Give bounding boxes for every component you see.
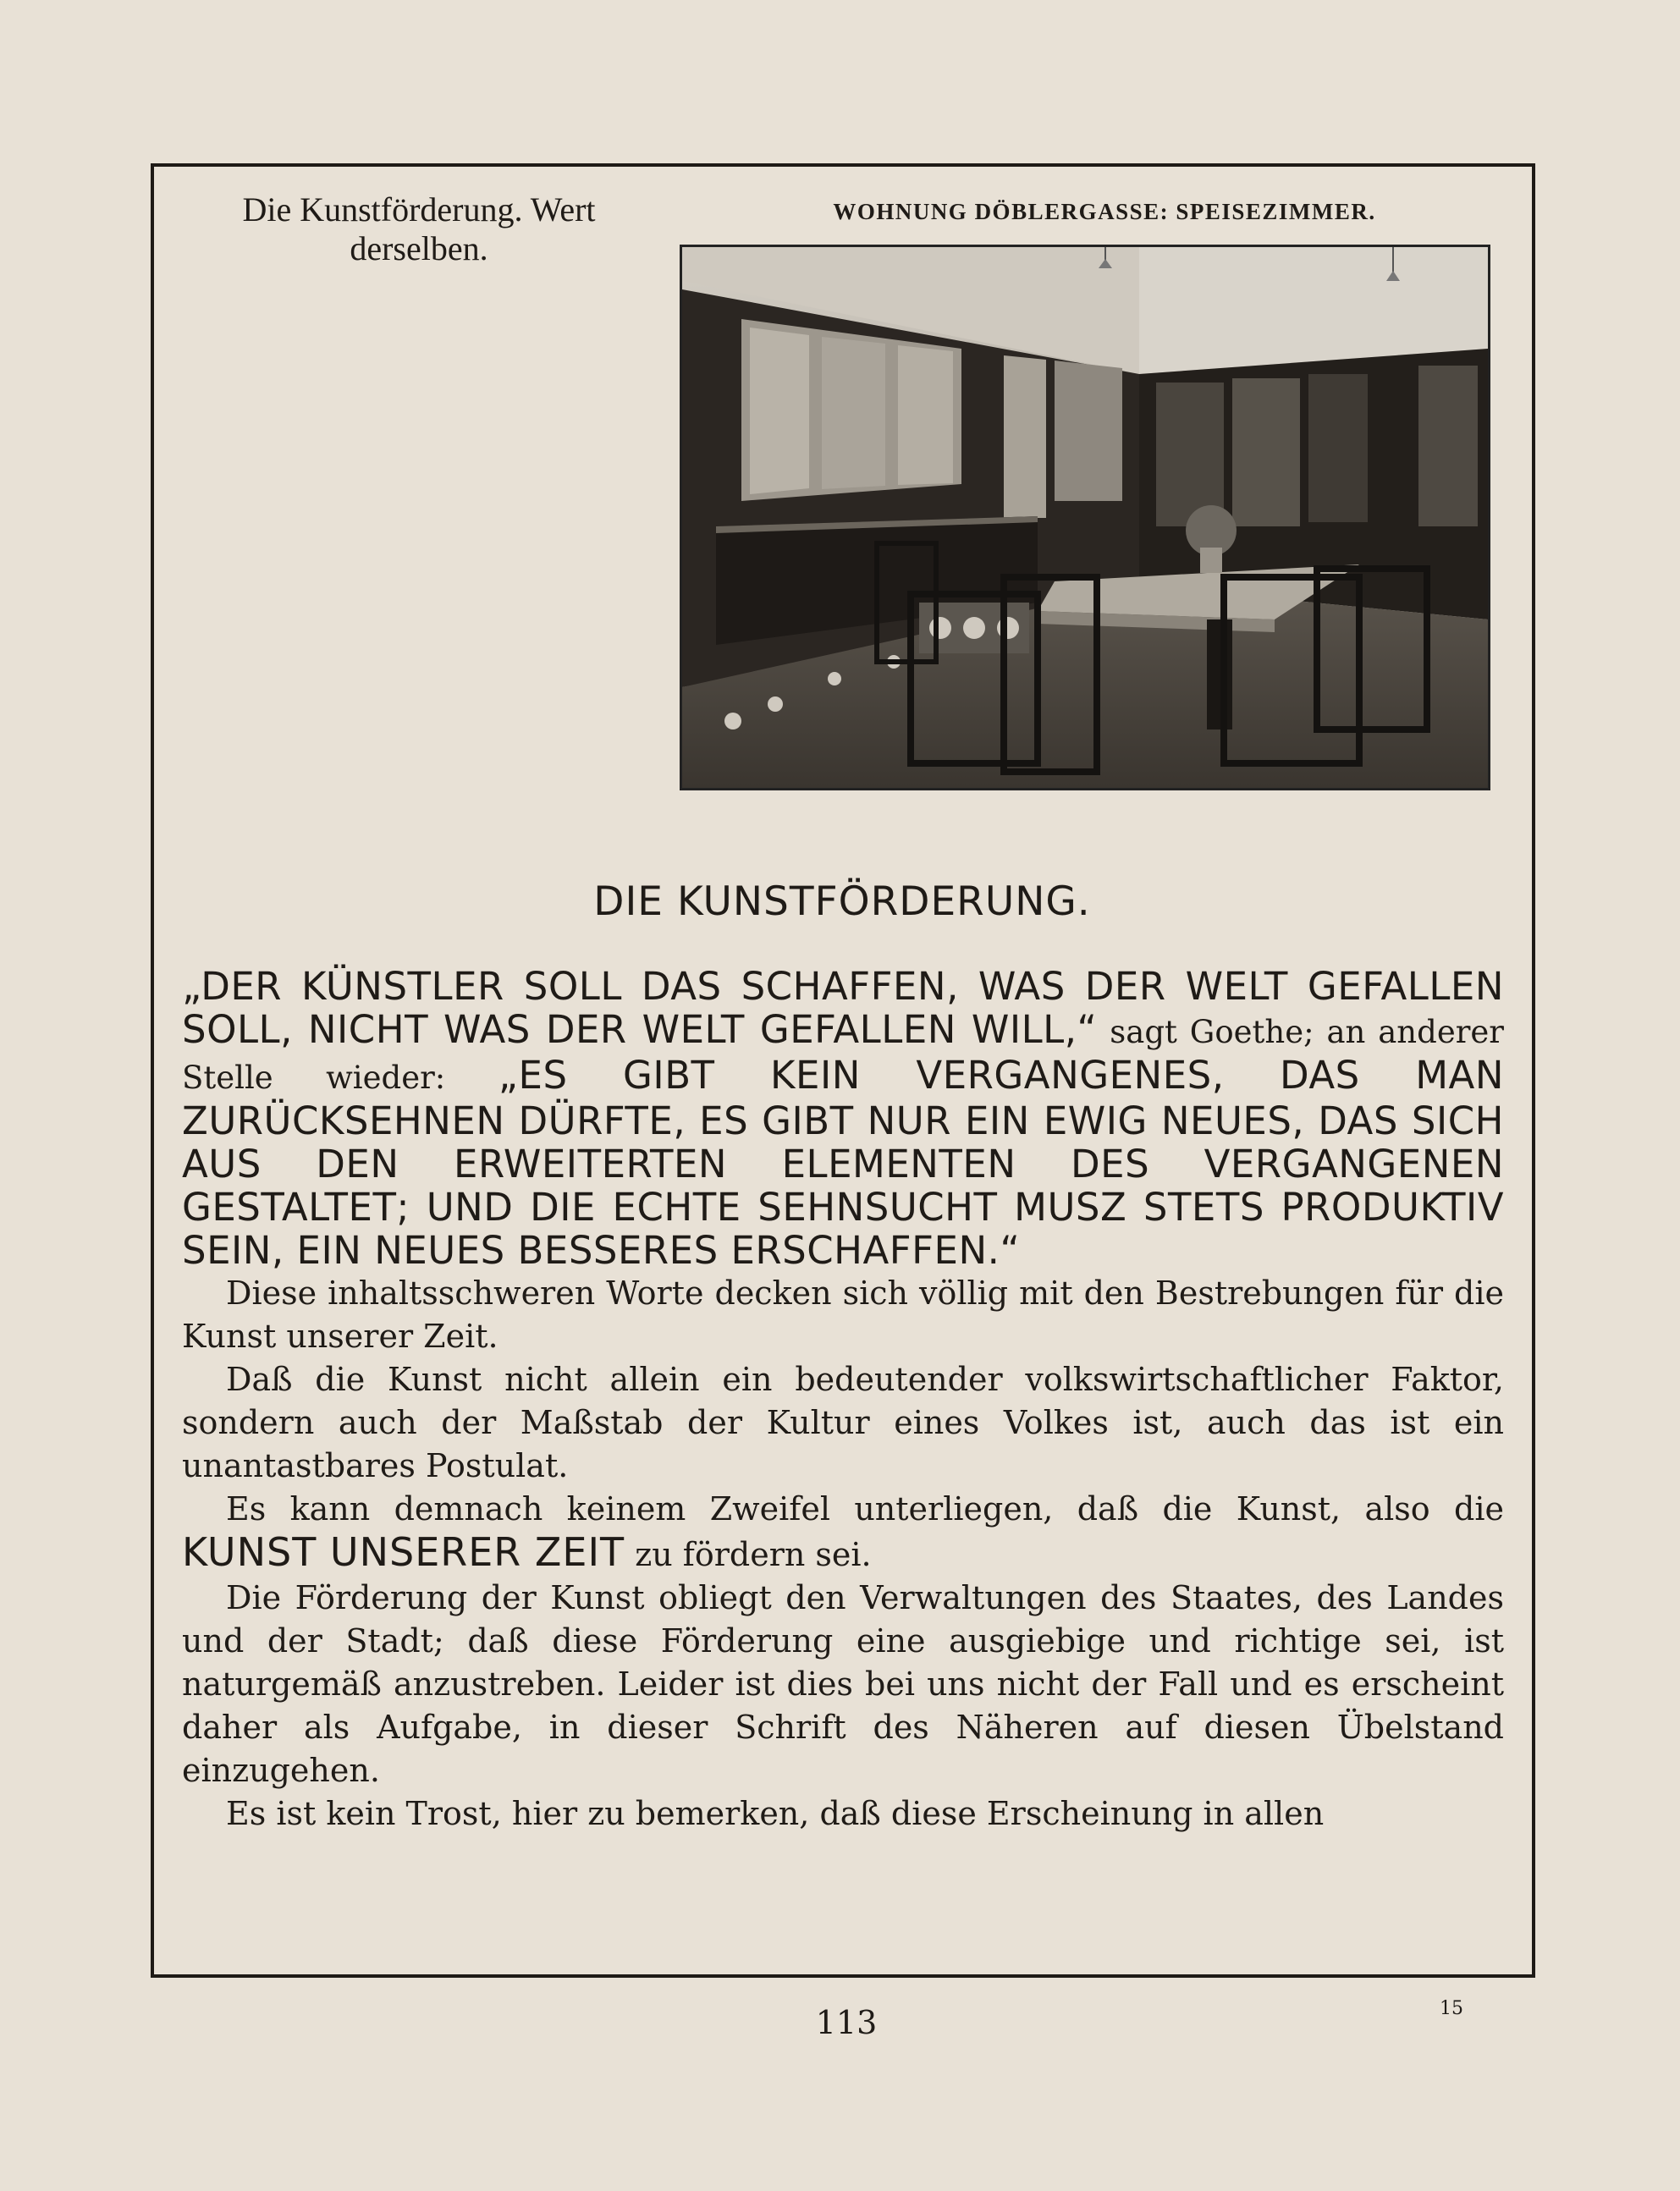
dining-room-photo [680,245,1490,790]
quote-part-3: „ES GIBT KEIN VERGANGENES, DAS MAN ZURÜCKSEHNEN DÜRFTE, ES GIBT NUR EIN EWIG NEUES, DAS SICH AUS DEN ERWEITERTEN ELEMENTEN DES VERGANGENEN GESTALTET; UND DIE ECHTE SEHNSUCHT MUSZ STETS PRODUKTIV SEIN, EIN NEUES BESSERES ERSCHAFFEN.“ [182,1053,1504,1273]
margin-note-line-1: Die Kunstförderung. Wert [242,190,596,228]
plate-caption: WOHNUNG DÖBLERGASSE: SPEISEZIMMER. [833,199,1376,224]
photo-dining-room-icon [682,247,1488,788]
paragraph-5: Es ist kein Trost, hier zu bemerken, daß diese Erscheinung in allen [226,1795,1325,1832]
paragraph-1: Diese inhaltsschweren Worte decken sich völlig mit den Bestrebungen für die Kunst unserer Zeit. [182,1274,1504,1355]
body-text [182,965,1504,1836]
page-heading: DIE KUNSTFÖRDERUNG. [593,878,1091,925]
paragraph-3-start: Es kann demnach keinem Zweifel unterliegen, daß die Kunst, also die [226,1490,1504,1528]
margin-note [169,190,669,268]
quote-part-1: „DER KÜNSTLER SOLL DAS SCHAFFEN, WAS DER WELT GEFALLEN SOLL, NICHT WAS DER WELT GEFALLEN WILL,“ [182,964,1504,1052]
goethe-quote [182,965,1504,1272]
quote-part-2: sagt Goethe; an anderer Stelle wieder: [182,1014,1504,1096]
paragraph-4: Die Förderung der Kunst obliegt den Verwaltungen des Staates, des Landes und der Stadt; daß diese Förderung eine ausgiebige und richtige sei, ist naturgemäß anzustreben. Leider ist dies bei uns nicht der Fall und es erscheint daher als Aufgabe, in dieser Schrift des Näheren auf diesen Übelstand einzugehen. [182,1579,1504,1789]
signature-number: 15 [1440,1998,1463,2019]
paragraph-3 [182,1488,1504,1577]
paragraph-3-end: zu fördern sei. [625,1536,872,1573]
margin-note-line-2: derselben. [350,229,488,267]
paragraph-3-caps: KUNST UNSERER ZEIT [182,1529,625,1575]
page-number: 113 [815,2004,878,2041]
paragraph-2: Daß die Kunst nicht allein ein bedeutender volkswirtschaftlicher Faktor, sondern auch der Maßstab der Kultur eines Volkes ist, auch das ist ein unantastbares Postulat. [182,1361,1504,1484]
